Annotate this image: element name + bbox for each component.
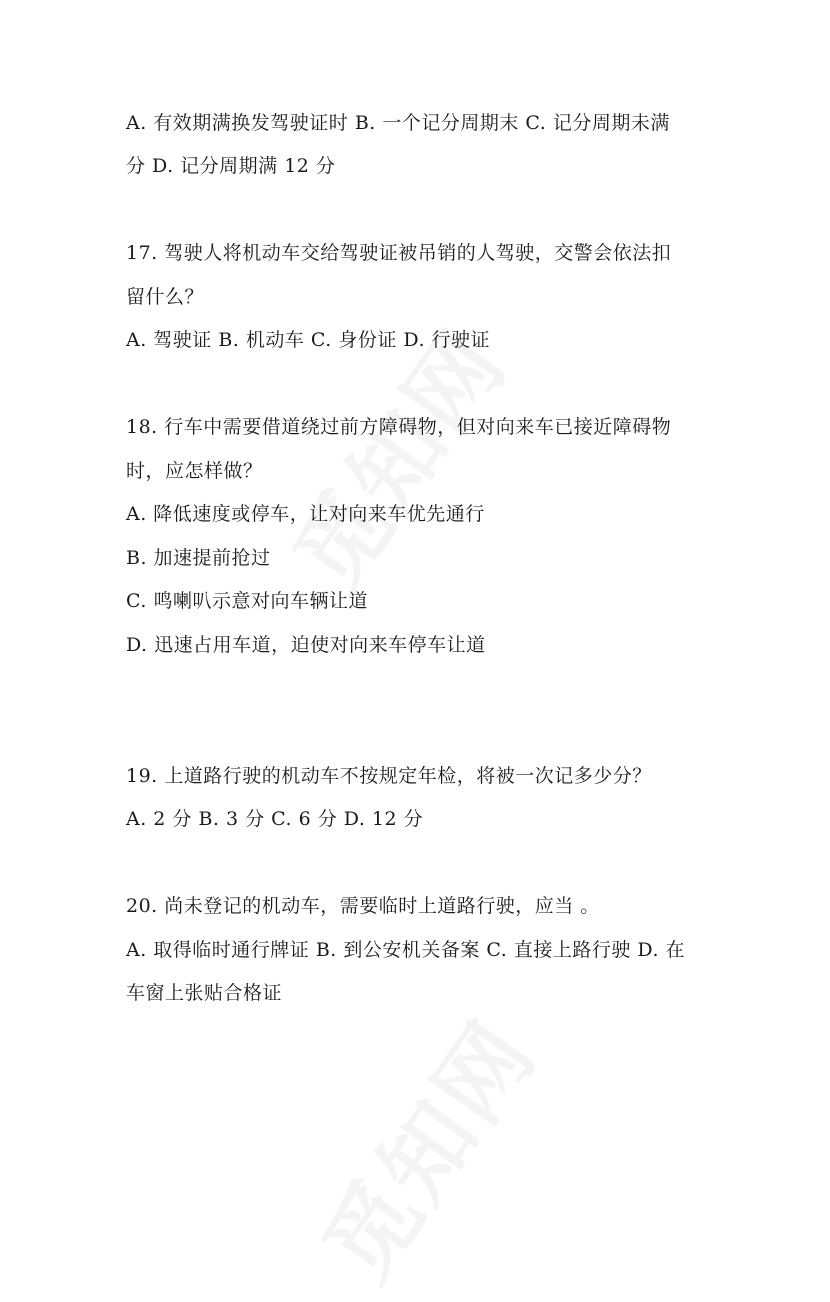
question-17-line1: 17. 驾驶人将机动车交给驾驶证被吊销的人驾驶，交警会依法扣 [126,242,672,264]
answer-options-q16-line2: 分 D. 记分周期满 12 分 [126,155,336,177]
question-20: 20. 尚未登记的机动车，需要临时上道路行驶，应当 。 [126,895,600,917]
question-19: 19. 上道路行驶的机动车不按规定年检，将被一次记多少分？ [126,765,652,787]
answer-options-q20-line2: 车窗上张贴合格证 [126,982,283,1004]
question-18-line2: 时，应怎样做？ [126,460,263,482]
answer-option-q18-c: C. 鸣喇叭示意对向车辆让道 [126,590,368,612]
question-18-line1: 18. 行车中需要借道绕过前方障碍物，但对向来车已接近障碍物 [126,416,672,438]
answer-options-q17: A. 驾驶证 B. 机动车 C. 身份证 D. 行驶证 [126,329,491,351]
answer-options-q16-line1: A. 有效期满换发驾驶证时 B. 一个记分周期末 C. 记分周期未满 [126,112,670,134]
answer-option-q18-b: B. 加速提前抢过 [126,547,271,569]
answer-options-q20-line1: A. 取得临时通行牌证 B. 到公安机关备案 C. 直接上路行驶 D. 在 [126,939,686,961]
watermark [287,990,560,1302]
question-17-line2: 留什么？ [126,286,205,308]
answer-option-q18-d: D. 迅速占用车道，迫使对向来车停车让道 [126,634,486,656]
answer-option-q18-a: A. 降低速度或停车，让对向来车优先通行 [126,503,485,525]
answer-options-q19: A. 2 分 B. 3 分 C. 6 分 D. 12 分 [126,808,424,830]
